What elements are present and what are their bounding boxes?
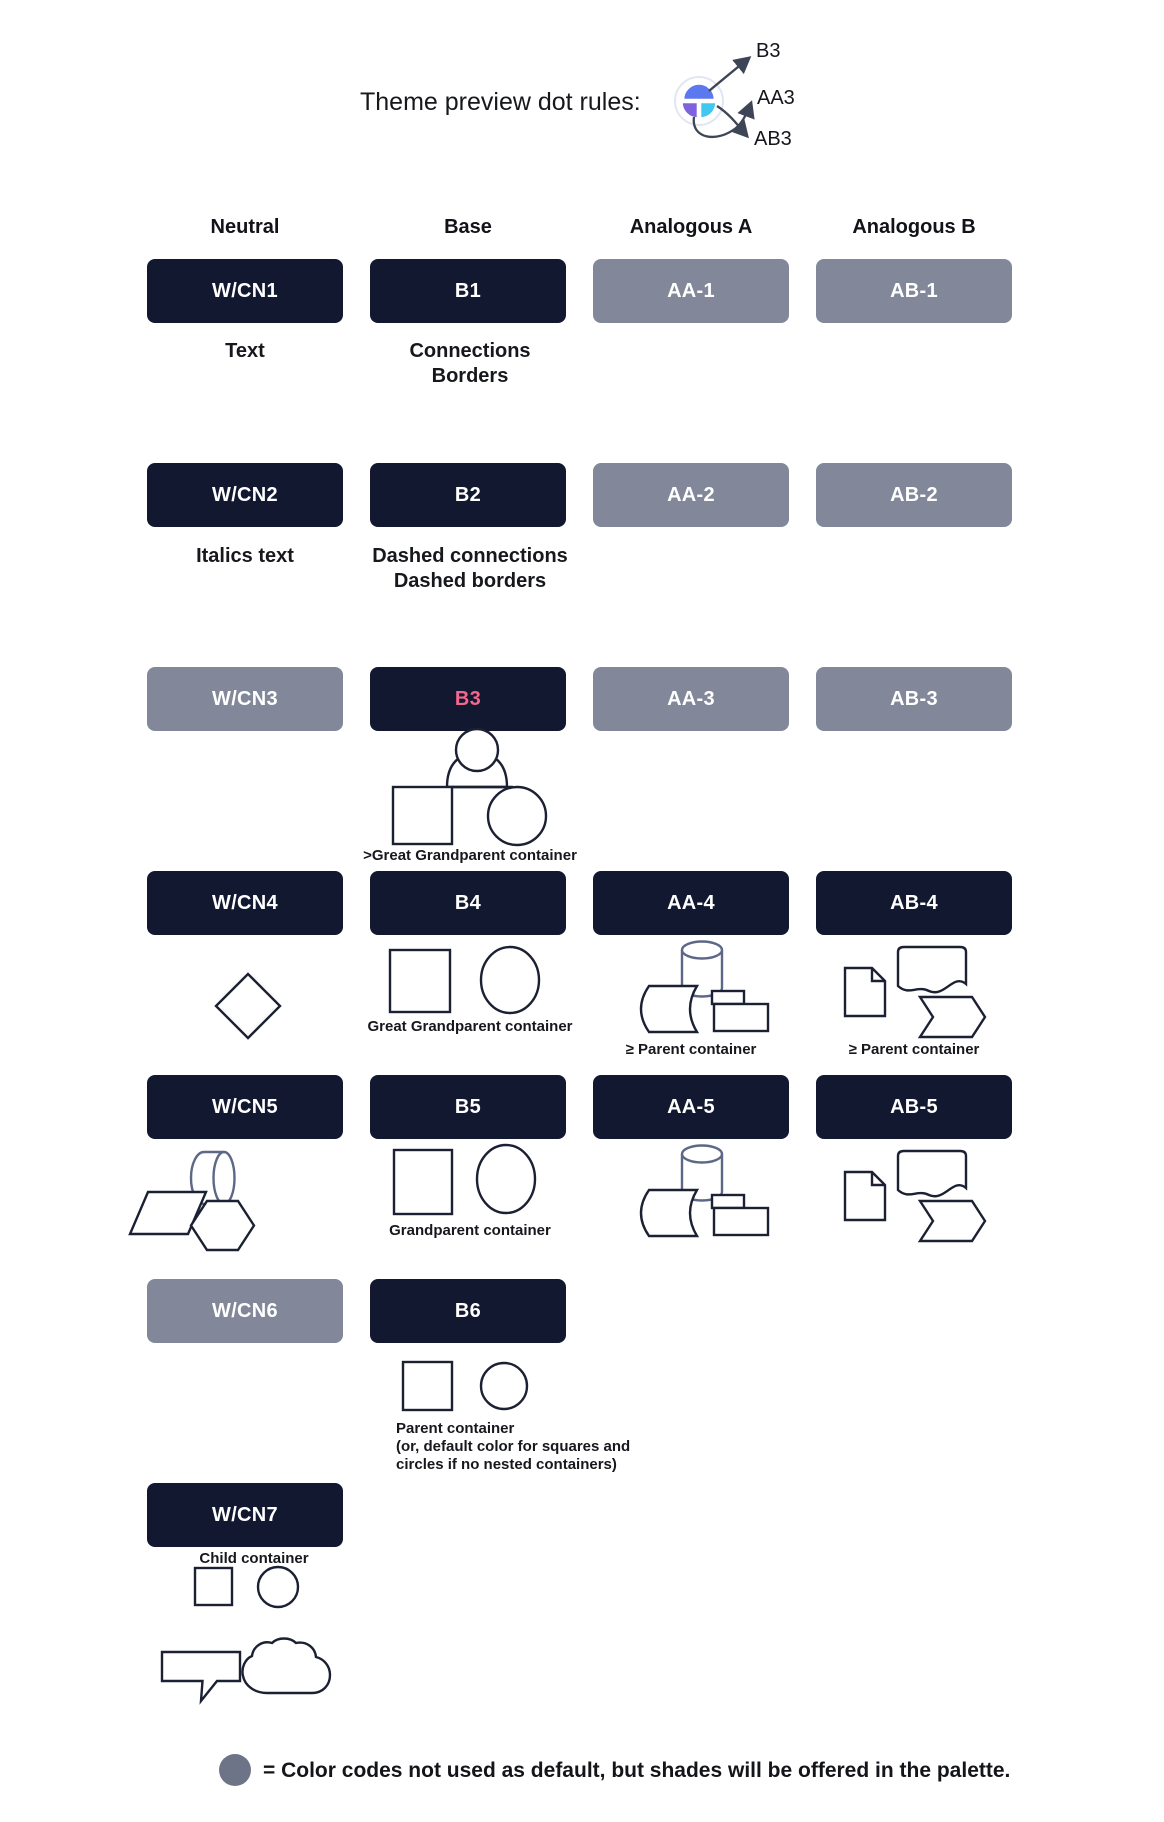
cylinder-shape — [682, 1146, 722, 1201]
caption-great-grandparent: Great Grandparent container — [367, 1018, 573, 1035]
swatch-wcn1: W/CN1 — [147, 259, 343, 323]
column-header-base: Base — [444, 216, 492, 238]
wcn5-shape-cluster — [130, 1152, 254, 1250]
caption-text: Text — [225, 340, 265, 362]
cloud-shape — [242, 1639, 330, 1694]
column-header-neutral: Neutral — [210, 216, 280, 238]
aa4-shape-cluster — [641, 942, 768, 1033]
document-shape — [845, 1172, 885, 1220]
swatch-wcn7: W/CN7 — [147, 1483, 343, 1547]
banner-shape — [898, 947, 966, 992]
tabbed-rect-shape — [712, 991, 768, 1031]
caption-parent-ab: ≥ Parent container — [848, 1041, 980, 1058]
swatch-b6: B6 — [370, 1279, 566, 1343]
caption-child-container: Child container — [199, 1550, 309, 1567]
caption-great-grandparent-gt: >Great Grandparent container — [363, 847, 577, 864]
swatch-aa5: AA-5 — [593, 1075, 789, 1139]
swatch-aa2: AA-2 — [593, 463, 789, 527]
swatch-b3: B3 — [370, 667, 566, 731]
wcn7-extra-shape-cluster — [162, 1639, 330, 1702]
banner-shape — [898, 1151, 966, 1196]
ab4-shape-cluster — [845, 947, 985, 1037]
ab5-shape-cluster — [845, 1151, 985, 1241]
b5-shape-cluster — [394, 1145, 535, 1214]
tabbed-rect-shape — [712, 1195, 768, 1235]
swatch-ab2: AB-2 — [816, 463, 1012, 527]
swatch-b5: B5 — [370, 1075, 566, 1139]
swatch-wcn5: W/CN5 — [147, 1075, 343, 1139]
swatch-wcn2: W/CN2 — [147, 463, 343, 527]
wcn4-diamond-shape — [216, 974, 280, 1038]
caption-italics-text: Italics text — [196, 545, 294, 567]
b4-shape-cluster — [390, 947, 539, 1013]
chevron-shape — [920, 997, 985, 1037]
swatch-b2: B2 — [370, 463, 566, 527]
caption-grandparent: Grandparent container — [389, 1222, 551, 1239]
speech-bubble-shape — [162, 1652, 240, 1701]
swatch-ab1: AB-1 — [816, 259, 1012, 323]
swatch-wcn6: W/CN6 — [147, 1279, 343, 1343]
theme-preview-dot-icon — [675, 77, 723, 125]
swatch-wcn3: W/CN3 — [147, 667, 343, 731]
person-head — [456, 729, 498, 771]
wcn7-shape-cluster — [195, 1567, 298, 1607]
square-shape — [393, 787, 452, 844]
swatch-aa4: AA-4 — [593, 871, 789, 935]
b6-shape-cluster — [403, 1362, 527, 1410]
swatch-b4: B4 — [370, 871, 566, 935]
legend-text: = Color codes not used as default, but shades will be offered in the palette. — [263, 1759, 1011, 1782]
swatch-wcn4: W/CN4 — [147, 871, 343, 935]
caption-dashed: Dashed connections Dashed borders — [372, 545, 568, 592]
caption-parent-default: Parent container (or, default color for squares and circles if no nested containers) — [396, 1420, 631, 1473]
dot-label-aa3: AA3 — [757, 87, 795, 109]
dot-label-ab3: AB3 — [754, 128, 792, 150]
document-shape — [845, 968, 885, 1016]
dot-label-b3: B3 — [756, 40, 781, 62]
circle-shape — [488, 787, 546, 845]
person-icon — [447, 753, 507, 787]
swatch-aa1: AA-1 — [593, 259, 789, 323]
column-header-analogous-a: Analogous A — [629, 216, 753, 238]
horizontal-cylinder-shape — [191, 1152, 235, 1204]
caption-parent-aa: ≥ Parent container — [625, 1041, 757, 1058]
page-title: Theme preview dot rules: — [360, 88, 641, 116]
column-header-analogous-b: Analogous B — [852, 216, 976, 238]
swatch-b1: B1 — [370, 259, 566, 323]
b3-shape-cluster — [393, 729, 546, 845]
dot-rule-arrows — [694, 58, 751, 137]
swatch-ab4: AB-4 — [816, 871, 1012, 935]
parallelogram-shape — [130, 1192, 206, 1234]
stored-data-shape — [641, 986, 697, 1032]
swatch-ab5: AB-5 — [816, 1075, 1012, 1139]
caption-connections-borders: Connections Borders — [409, 340, 531, 387]
cylinder-shape — [682, 942, 722, 997]
legend-dot-icon — [219, 1754, 251, 1786]
stored-data-shape — [641, 1190, 697, 1236]
hexagon-shape — [191, 1201, 254, 1250]
chevron-shape — [920, 1201, 985, 1241]
swatch-ab3: AB-3 — [816, 667, 1012, 731]
swatch-aa3: AA-3 — [593, 667, 789, 731]
aa5-shape-cluster — [641, 1146, 768, 1237]
